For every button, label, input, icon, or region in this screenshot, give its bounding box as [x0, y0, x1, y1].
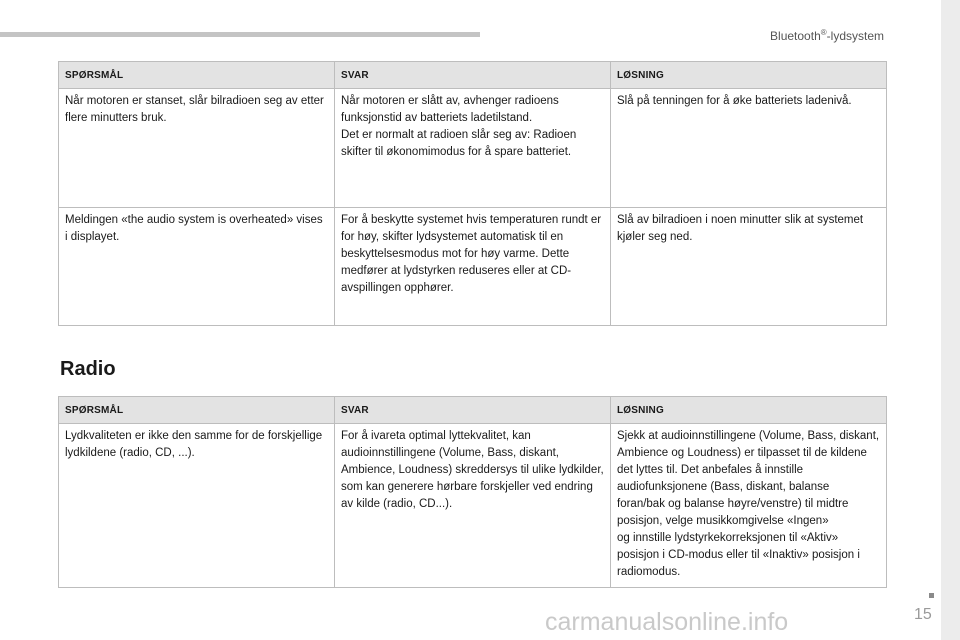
table-row: [59, 424, 887, 588]
table-row: [59, 89, 887, 208]
solution-line: og innstille lydstyrkekorreksjonen til «Aktiv» posisjon i CD-modus eller til «Inaktiv» posisjon i radiomodus.: [617, 532, 860, 578]
question-cell: Meldingen «the audio system is overheated» vises i displayet.: [59, 208, 335, 326]
solution-cell: [611, 424, 887, 588]
page-marker-square: [929, 593, 934, 598]
table-header-row: [59, 62, 887, 89]
solution-cell: Slå av bilradioen i noen minutter slik at systemet kjøler seg ned.: [611, 208, 887, 326]
faq-table-general: [58, 61, 887, 326]
table-row: [59, 208, 887, 326]
solution-line: Sjekk at audioinnstillingene (Volume, Bass, diskant, Ambience og Loudness) er tilpasset til de kildene det lyttes til. Det anbefales å innstille audiofunksjonene (Bass, diskant, balanse foran/bak og balanse høyre/venstre) til midtre posisjon, velge musikkomgivelse «Ingen»: [617, 430, 880, 527]
faq-table-radio: [58, 396, 887, 588]
answer-cell: For å ivareta optimal lyttekvalitet, kan audioinnstillingene (Volume, Bass, diskant, Ambience, Loudness) skreddersys til ulike lydkilder, som kan generere hørbare forskjeller ved endring av kilde (radio, CD...).: [335, 424, 611, 588]
top-divider-bar: [0, 32, 480, 37]
column-header-question: SPØRSMÅL: [59, 397, 335, 424]
section-title-radio: Radio: [60, 358, 116, 380]
column-header-answer: SVAR: [335, 397, 611, 424]
watermark: carmanualsonline.info: [545, 608, 789, 636]
registered-mark: ®: [820, 28, 827, 37]
solution-cell: Slå på tenningen for å øke batteriets ladenivå.: [611, 89, 887, 208]
header-title-rest: -lydsystem: [826, 29, 884, 43]
answer-cell: For å beskytte systemet hvis temperaturen rundt er for høy, skifter lydsystemet automatisk til en beskyttelsesmodus mot for høy varme. Dette medfører at lydstyrken reduseres eller at CD-avspillingen opphører.: [335, 208, 611, 326]
header-title-main: Bluetooth: [770, 29, 821, 43]
page-edge-strip: [941, 0, 960, 640]
column-header-solution: LØSNING: [611, 62, 887, 89]
question-cell: Lydkvaliteten er ikke den samme for de forskjellige lydkildene (radio, CD, ...).: [59, 424, 335, 588]
answer-cell: [335, 89, 611, 208]
table-header-row: [59, 397, 887, 424]
page-header-title: [770, 28, 884, 43]
page-number: 15: [914, 606, 932, 623]
answer-line: Når motoren er slått av, avhenger radioens funksjonstid av batteriets ladetilstand.: [341, 95, 559, 124]
column-header-solution: LØSNING: [611, 397, 887, 424]
answer-line: Det er normalt at radioen slår seg av: Radioen skifter til økonomimodus for å spare batteriet.: [341, 129, 577, 158]
column-header-question: SPØRSMÅL: [59, 62, 335, 89]
question-cell: Når motoren er stanset, slår bilradioen seg av etter flere minutters bruk.: [59, 89, 335, 208]
column-header-answer: SVAR: [335, 62, 611, 89]
